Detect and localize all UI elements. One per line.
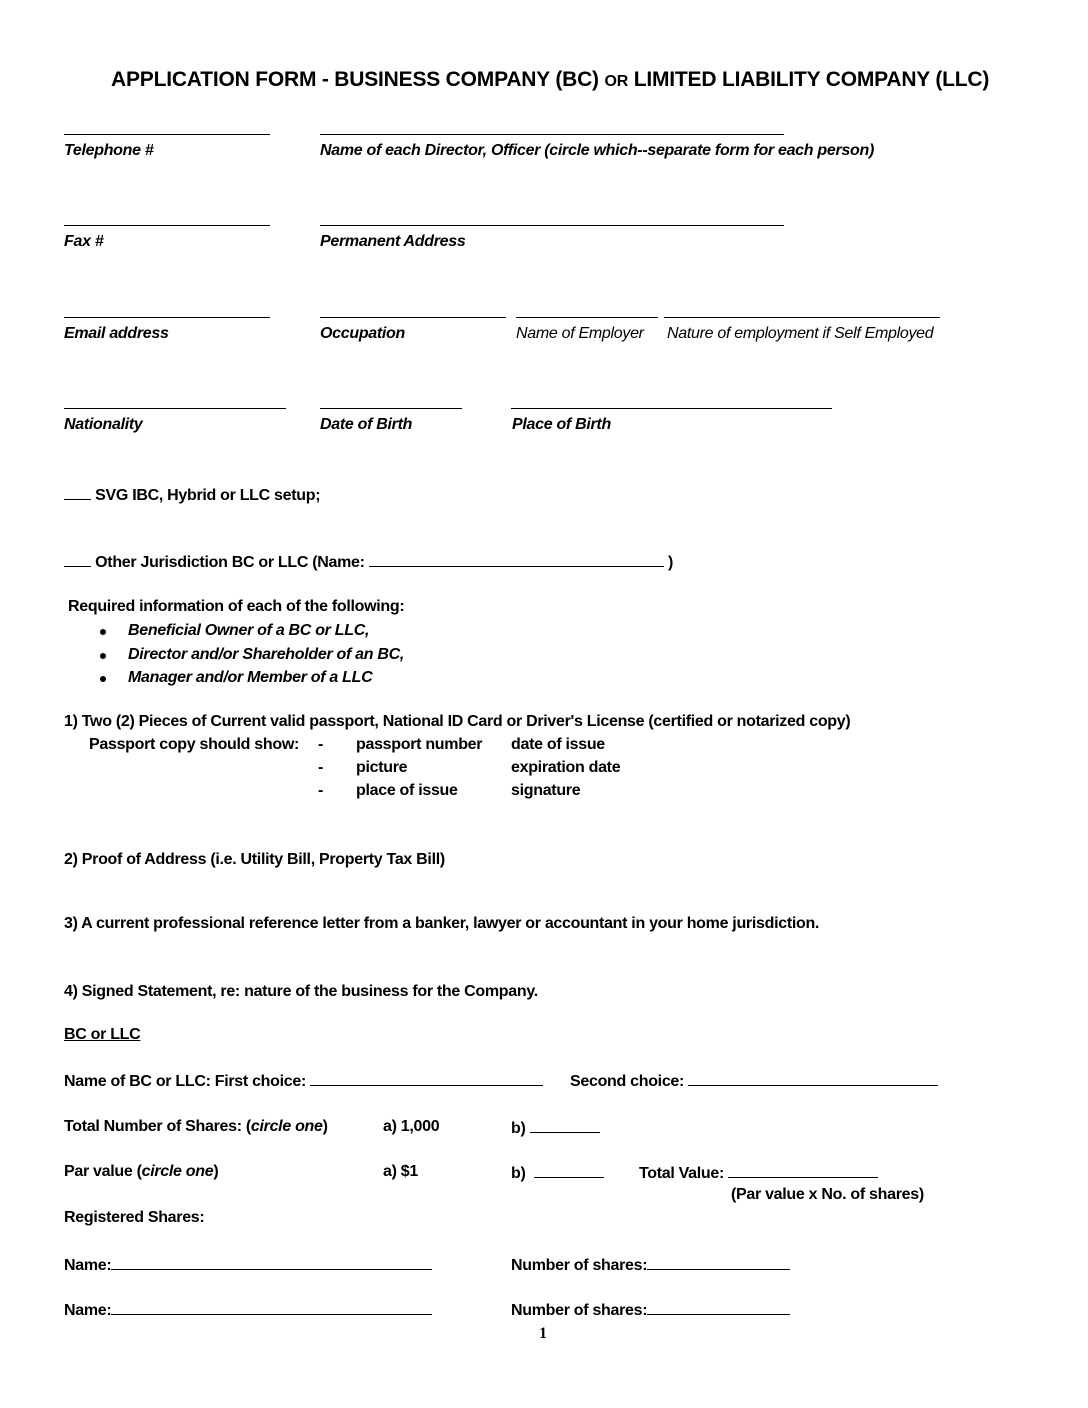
par-option-b[interactable] bbox=[511, 1163, 604, 1183]
circle-one-text: circle one bbox=[250, 1118, 323, 1135]
nationality-label: Nationality bbox=[64, 416, 143, 433]
bullet-icon bbox=[100, 653, 106, 659]
shares-option-b-blank[interactable] bbox=[530, 1118, 600, 1133]
permanent-address-line[interactable] bbox=[320, 225, 784, 226]
telephone-line[interactable] bbox=[64, 134, 270, 135]
other-jurisdiction-close: ) bbox=[668, 554, 674, 571]
pob-label: Place of Birth bbox=[512, 416, 611, 433]
bullet-icon bbox=[100, 676, 106, 682]
dob-label: Date of Birth bbox=[320, 416, 413, 433]
close-paren: ) bbox=[213, 1163, 219, 1180]
passport-intro: Passport copy should show: bbox=[89, 736, 300, 753]
par-option-b-blank[interactable] bbox=[534, 1163, 604, 1178]
total-shares-label bbox=[64, 1118, 328, 1136]
bc-name-label: Name of BC or LLC: First choice: bbox=[64, 1073, 306, 1090]
nature-employment-label: Nature of employment if Self Employed bbox=[667, 325, 934, 342]
occupation-line[interactable] bbox=[320, 317, 506, 318]
total-value-row bbox=[639, 1163, 878, 1183]
name-label: Name: bbox=[64, 1257, 112, 1274]
svg-setup-option bbox=[64, 485, 320, 505]
name-blank[interactable] bbox=[111, 1300, 432, 1315]
number-of-shares-blank[interactable] bbox=[647, 1255, 790, 1270]
close-paren: ) bbox=[322, 1118, 328, 1135]
dash: - bbox=[318, 736, 324, 753]
nature-employment-line[interactable] bbox=[664, 317, 940, 318]
name-blank[interactable] bbox=[111, 1255, 432, 1270]
other-jurisdiction-option bbox=[64, 552, 673, 572]
registered-shares-row bbox=[511, 1255, 790, 1275]
option-b-text: b) bbox=[511, 1165, 526, 1182]
passport-detail: expiration date bbox=[511, 759, 621, 776]
passport-detail: place of issue bbox=[356, 782, 458, 799]
title-part-3: LIMITED LIABILITY COMPANY (LLC) bbox=[633, 68, 990, 91]
telephone-label: Telephone # bbox=[64, 142, 154, 159]
total-shares-text: Total Number of Shares: ( bbox=[64, 1118, 251, 1135]
other-jurisdiction-checkbox-blank[interactable] bbox=[64, 552, 91, 567]
employer-line[interactable] bbox=[516, 317, 658, 318]
other-jurisdiction-name-blank[interactable] bbox=[369, 552, 664, 567]
director-name-line[interactable] bbox=[320, 134, 784, 135]
pob-line[interactable] bbox=[511, 408, 832, 409]
par-value-label bbox=[64, 1163, 218, 1181]
registered-shares-label: Registered Shares: bbox=[64, 1209, 205, 1226]
circle-one-text: circle one bbox=[141, 1163, 214, 1180]
number-of-shares-blank[interactable] bbox=[647, 1300, 790, 1315]
occupation-label: Occupation bbox=[320, 325, 406, 342]
number-of-shares-label: Number of shares: bbox=[511, 1302, 648, 1319]
bc-llc-heading: BC or LLC bbox=[64, 1026, 141, 1043]
bullet-item: Director and/or Shareholder of an BC, bbox=[128, 646, 405, 663]
first-choice-blank[interactable] bbox=[310, 1071, 543, 1086]
dob-line[interactable] bbox=[320, 408, 462, 409]
bullet-item: Beneficial Owner of a BC or LLC, bbox=[128, 622, 370, 639]
passport-detail: picture bbox=[356, 759, 408, 776]
item-3: 3) A current professional reference letter from a banker, lawyer or accountant in your home jurisdiction. bbox=[64, 915, 820, 932]
second-choice-label: Second choice: bbox=[570, 1073, 685, 1090]
name-label: Name: bbox=[64, 1302, 112, 1319]
shares-option-a[interactable]: a) 1,000 bbox=[383, 1118, 440, 1135]
total-value-label: Total Value: bbox=[639, 1165, 725, 1182]
item-1: 1) Two (2) Pieces of Current valid passport, National ID Card or Driver's License (certified or notarized copy) bbox=[64, 713, 851, 730]
dash: - bbox=[318, 759, 324, 776]
employer-label: Name of Employer bbox=[516, 325, 644, 342]
par-option-a[interactable]: a) $1 bbox=[383, 1163, 418, 1180]
required-heading: Required information of each of the following: bbox=[68, 598, 405, 615]
page-number: 1 bbox=[539, 1325, 547, 1342]
bc-name-row bbox=[64, 1071, 543, 1091]
registered-name-row bbox=[64, 1300, 432, 1320]
title-part-1: APPLICATION FORM - BUSINESS COMPANY (BC) bbox=[111, 68, 599, 91]
director-name-label: Name of each Director, Officer (circle which--separate form for each person) bbox=[320, 142, 874, 159]
par-value-text: Par value ( bbox=[64, 1163, 142, 1180]
passport-detail: signature bbox=[511, 782, 581, 799]
dash: - bbox=[318, 782, 324, 799]
registered-shares-row bbox=[511, 1300, 790, 1320]
email-line[interactable] bbox=[64, 317, 270, 318]
number-of-shares-label: Number of shares: bbox=[511, 1257, 648, 1274]
option-b-text: b) bbox=[511, 1120, 526, 1137]
fax-line[interactable] bbox=[64, 225, 270, 226]
fax-label: Fax # bbox=[64, 233, 104, 250]
page-title bbox=[111, 68, 989, 92]
svg-setup-text: SVG IBC, Hybrid or LLC setup; bbox=[95, 487, 321, 504]
second-choice-row bbox=[570, 1071, 938, 1091]
second-choice-blank[interactable] bbox=[688, 1071, 938, 1086]
total-value-note: (Par value x No. of shares) bbox=[731, 1186, 924, 1203]
bullet-item: Manager and/or Member of a LLC bbox=[128, 669, 373, 686]
total-value-blank[interactable] bbox=[728, 1163, 878, 1178]
shares-option-b[interactable] bbox=[511, 1118, 600, 1138]
permanent-address-label: Permanent Address bbox=[320, 233, 466, 250]
bullet-icon bbox=[100, 629, 106, 635]
title-part-2: OR bbox=[604, 73, 629, 90]
passport-detail: date of issue bbox=[511, 736, 605, 753]
registered-name-row bbox=[64, 1255, 432, 1275]
email-label: Email address bbox=[64, 325, 169, 342]
nationality-line[interactable] bbox=[64, 408, 286, 409]
other-jurisdiction-text: Other Jurisdiction BC or LLC (Name: bbox=[95, 554, 365, 571]
svg-setup-checkbox-blank[interactable] bbox=[64, 485, 91, 500]
passport-detail: passport number bbox=[356, 736, 483, 753]
item-4: 4) Signed Statement, re: nature of the business for the Company. bbox=[64, 983, 538, 1000]
item-2: 2) Proof of Address (i.e. Utility Bill, Property Tax Bill) bbox=[64, 851, 445, 868]
